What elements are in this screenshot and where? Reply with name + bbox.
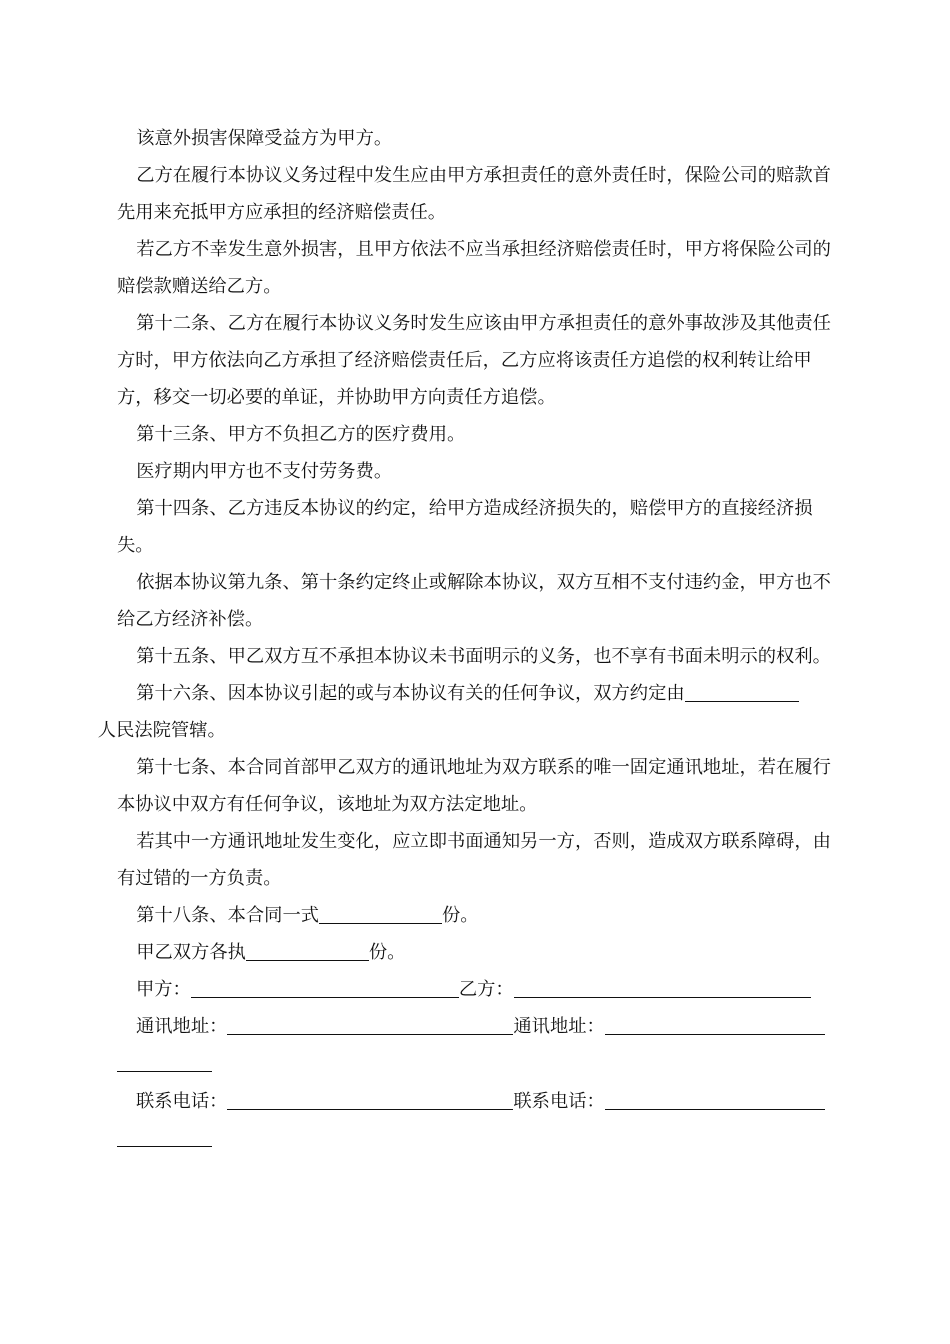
party-b-label: 乙方： (458, 979, 514, 1000)
clause-12: 第十二条、乙方在履行本协议义务时发生应该由甲方承担责任的意外事故涉及其他责任方时，甲方依法向乙方承担了经济赔偿责任后，乙方应将该责任方追偿的权利转让给甲方，移交一切必要的单证，并协助甲方向责任方追偿。 (117, 313, 831, 408)
copies-each-blank[interactable] (246, 941, 369, 960)
contract-body (97, 120, 835, 1158)
paragraph-medical-period: 医疗期内甲方也不支付劳务费。 (136, 461, 393, 482)
address-continuation-line[interactable] (117, 1045, 212, 1072)
clause-18-tail: 份。 (442, 905, 479, 926)
copies-total-blank[interactable] (319, 904, 442, 923)
clause-16-tail: 人民法院管辖。 (97, 720, 226, 741)
signature-address-row (117, 1008, 835, 1045)
signature-party-row (117, 971, 835, 1008)
party-b-phone-blank[interactable] (605, 1090, 825, 1109)
clause-15: 第十五条、甲乙双方互不承担本协议未书面明示的义务，也不享有书面未明示的权利。 (136, 646, 831, 667)
party-a-phone-blank[interactable] (227, 1090, 513, 1109)
copies-each-tail: 份。 (368, 942, 406, 963)
copies-each-text: 甲乙双方各执 (136, 942, 246, 963)
paragraph-address-change: 若其中一方通讯地址发生变化，应立即书面通知另一方，否则，造成双方联系障碍，由有过错的一方负责。 (117, 831, 831, 889)
party-b-blank[interactable] (514, 978, 811, 997)
clause-16-text: 第十六条、因本协议引起的或与本协议有关的任何争议，双方约定由 (136, 683, 685, 704)
party-a-phone-label: 联系电话： (136, 1091, 228, 1112)
signature-phone-row (117, 1083, 835, 1120)
paragraph-insurance-offset: 乙方在履行本协议义务过程中发生应由甲方承担责任的意外责任时，保险公司的赔款首先用来充抵甲方应承担的经济赔偿责任。 (117, 165, 831, 223)
court-blank[interactable] (685, 682, 799, 701)
paragraph-termination: 依据本协议第九条、第十条约定终止或解除本协议，双方互相不支付违约金，甲方也不给乙方经济补偿。 (117, 572, 831, 630)
clause-18 (117, 897, 835, 934)
clause-18-text: 第十八条、本合同一式 (136, 905, 320, 926)
paragraph-beneficiary: 该意外损害保障受益方为甲方。 (136, 128, 393, 149)
clause-14: 第十四条、乙方违反本协议的约定，给甲方造成经济损失的，赔偿甲方的直接经济损失。 (117, 498, 813, 556)
party-b-address-blank[interactable] (605, 1015, 825, 1034)
clause-13: 第十三条、甲方不负担乙方的医疗费用。 (136, 424, 466, 445)
clause-16 (97, 675, 835, 749)
paragraph-insurance-gift: 若乙方不幸发生意外损害，且甲方依法不应当承担经济赔偿责任时，甲方将保险公司的赔偿款赠送给乙方。 (117, 239, 831, 297)
paragraph-copies-each (117, 934, 835, 971)
party-a-blank[interactable] (191, 978, 459, 997)
party-a-address-label: 通讯地址： (136, 1016, 228, 1037)
party-b-phone-label: 联系电话： (513, 1091, 605, 1112)
phone-continuation-line[interactable] (117, 1120, 212, 1147)
party-b-address-label: 通讯地址： (513, 1016, 605, 1037)
clause-17: 第十七条、本合同首部甲乙双方的通讯地址为双方联系的唯一固定通讯地址，若在履行本协议中双方有任何争议，该地址为双方法定地址。 (117, 757, 831, 815)
party-a-address-blank[interactable] (227, 1015, 513, 1034)
party-a-label: 甲方： (136, 979, 191, 1000)
